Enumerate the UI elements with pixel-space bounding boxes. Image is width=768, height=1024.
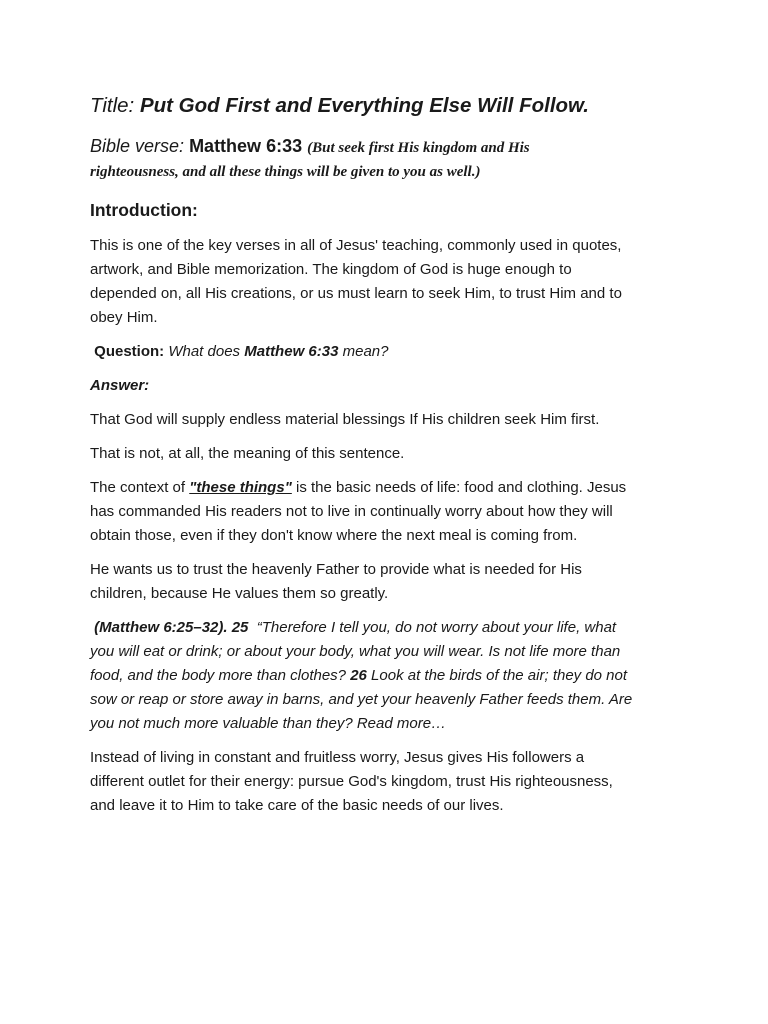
bible-verse-quote-line1: (But seek first His kingdom and His	[307, 140, 530, 156]
introduction-line: depended on, all His creations, or us must learn to seek Him, to trust Him and to	[90, 285, 622, 302]
document-title	[90, 92, 680, 120]
scripture-line-4: sow or reap or store away in barns, and yet your heavenly Father feeds them. Are	[90, 691, 633, 708]
bible-verse-label: Bible verse:	[90, 136, 185, 156]
answer-label: Answer:	[90, 377, 150, 394]
answer-paragraph-2: That is not, at all, the meaning of this sentence.	[90, 445, 405, 462]
introduction-line: This is one of the key verses in all of Jesus' teaching, commonly used in quotes,	[90, 237, 622, 254]
answer-paragraph-1: That God will supply endless material blessings If His children seek Him first.	[90, 411, 600, 428]
document-content	[90, 92, 680, 828]
question-text-before: What does	[168, 343, 241, 360]
scripture-line-2: you will eat or drink; or about your body, what you will wear. Is not life more than	[90, 643, 621, 660]
question-text-after: mean?	[342, 343, 389, 360]
bible-verse-reference: Matthew 6:33	[189, 136, 303, 156]
bible-verse-quote-line2: righteousness, and all these things will be given to you as well.)	[90, 164, 481, 180]
introduction-heading: Introduction:	[90, 200, 198, 220]
context-text-before: The context of	[90, 479, 190, 496]
trust-line-2: children, because He values them so greatly.	[90, 585, 389, 602]
introduction-line: obey Him.	[90, 309, 158, 326]
context-line-1	[90, 476, 680, 500]
scripture-line-1	[90, 616, 680, 640]
context-paragraph	[90, 476, 680, 548]
scripture-line-1-text: “Therefore I tell you, do not worry about your life, what	[256, 619, 617, 636]
title-label: Title:	[90, 94, 135, 117]
conclusion-line: different outlet for their energy: pursue God's kingdom, trust His righteousness,	[90, 773, 613, 790]
scripture-quote-paragraph	[90, 616, 680, 736]
answer-label-paragraph	[90, 374, 680, 398]
verse-25-number: 25	[231, 619, 249, 636]
context-line-3: obtain those, even if they don't know where the next meal is coming from.	[90, 527, 578, 544]
scripture-reference: (Matthew 6:25–32).	[94, 619, 228, 636]
context-line-2: has commanded His readers not to live in continually worry about how they will	[90, 503, 613, 520]
bible-verse-line	[90, 134, 680, 160]
conclusion-line: Instead of living in constant and fruitless worry, Jesus gives His followers a	[90, 749, 585, 766]
trust-line-1: He wants us to trust the heavenly Father to provide what is needed for His	[90, 561, 582, 578]
introduction-paragraph	[90, 234, 680, 330]
title-text: Put God First and Everything Else Will Follow.	[139, 94, 589, 117]
conclusion-line: and leave it to Him to take care of the basic needs of our lives.	[90, 797, 504, 814]
trust-paragraph	[90, 558, 680, 606]
bible-verse-block	[90, 134, 680, 184]
question-label: Question:	[94, 343, 165, 360]
verse-26-number: 26	[350, 667, 367, 684]
context-text-after: is the basic needs of life: food and clothing. Jesus	[291, 479, 627, 496]
scripture-line-3-after: Look at the birds of the air; they do not	[366, 667, 628, 684]
these-things-phrase: "these things"	[189, 479, 292, 496]
question-reference: Matthew 6:33	[244, 343, 339, 360]
scripture-line-5: you not much more valuable than they? Read more…	[90, 715, 447, 732]
question-paragraph	[90, 340, 680, 364]
scripture-line-3-before: food, and the body more than clothes?	[90, 667, 351, 684]
scripture-line-3	[90, 664, 680, 688]
conclusion-paragraph	[90, 746, 680, 818]
introduction-line: artwork, and Bible memorization. The kingdom of God is huge enough to	[90, 261, 572, 278]
